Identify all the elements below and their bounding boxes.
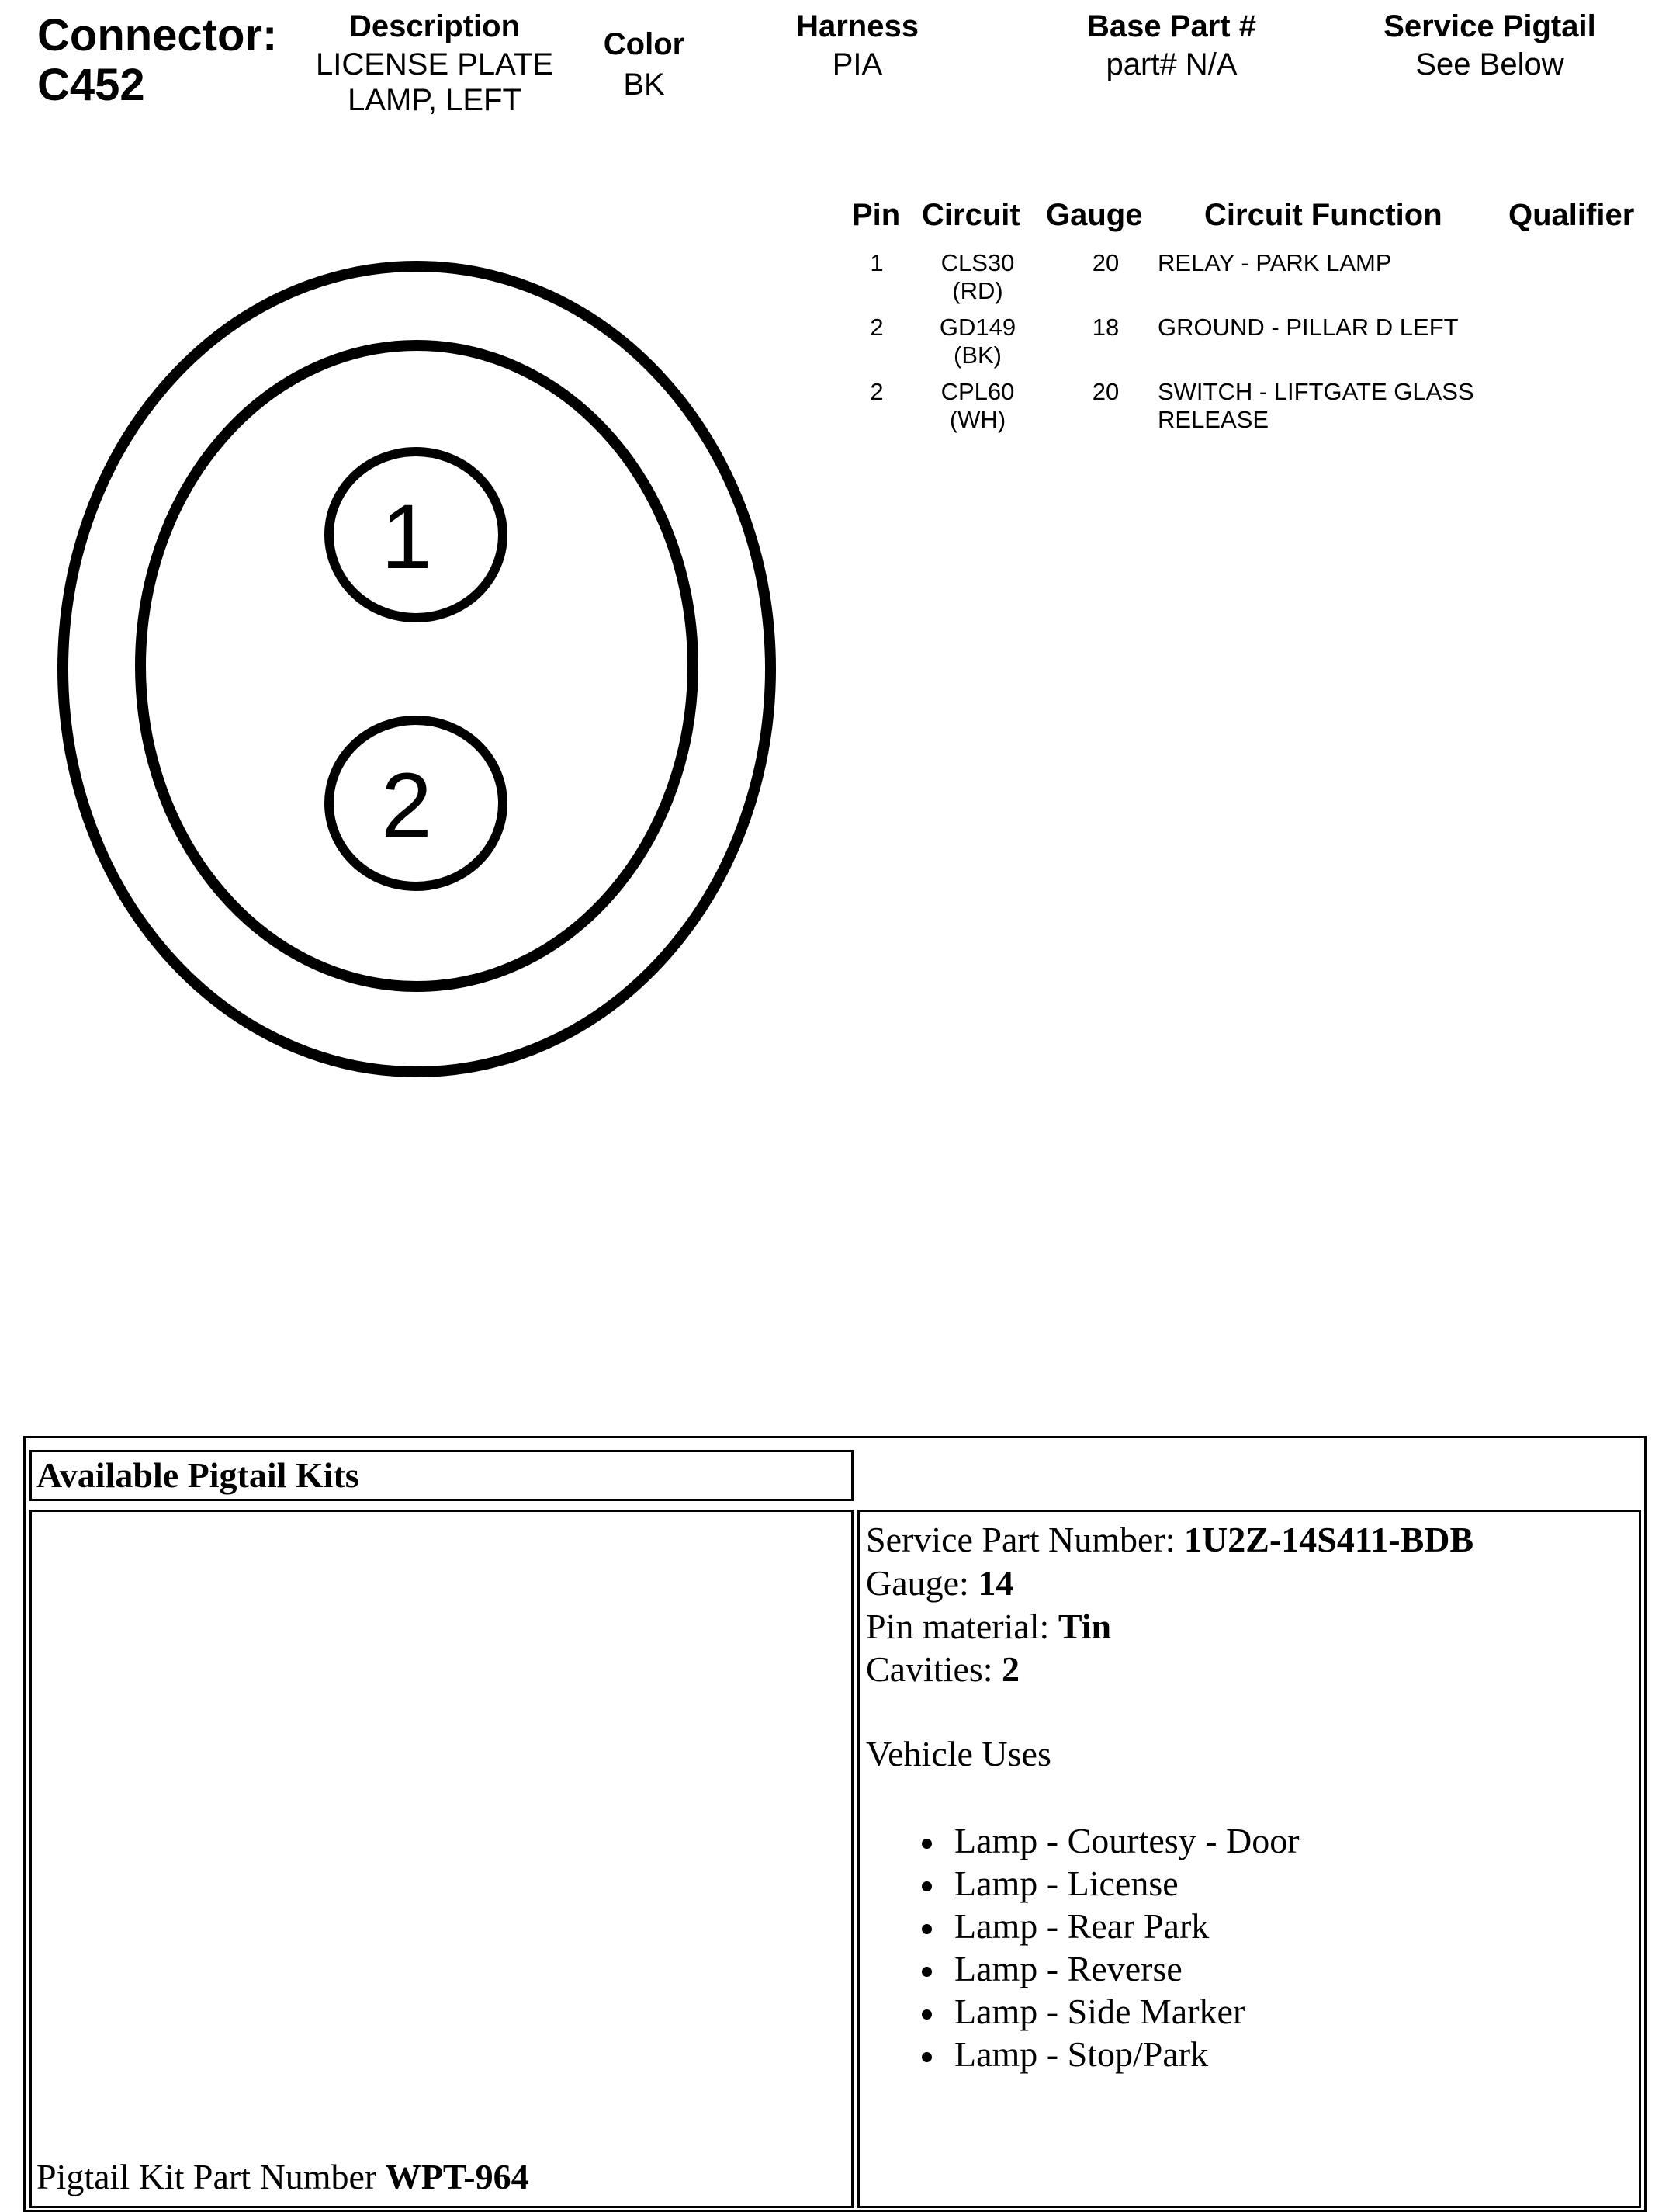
wire-color: (WH) bbox=[949, 406, 1006, 433]
spec-value: 2 bbox=[1002, 1649, 1020, 1689]
circuit-function-line: SWITCH - LIFTGATE GLASS bbox=[1158, 378, 1474, 405]
description-value-line-1: LICENSE PLATE bbox=[315, 47, 554, 81]
connector-face-diagram bbox=[47, 256, 791, 1094]
header-column-harness bbox=[745, 6, 970, 82]
cavities bbox=[866, 1648, 1020, 1691]
spec-label: Service Part Number: bbox=[866, 1520, 1185, 1559]
pin-material bbox=[866, 1605, 1111, 1649]
circuit-function-header: Circuit Function bbox=[1204, 198, 1442, 232]
base-part-value: part# N/A bbox=[1106, 47, 1238, 81]
pin-number: 2 bbox=[870, 378, 884, 405]
qualifier-header: Qualifier bbox=[1508, 198, 1635, 232]
vehicle-uses-heading: Vehicle Uses bbox=[866, 1734, 1051, 1773]
header-column-service-pigtail bbox=[1350, 6, 1629, 82]
spec-value: Tin bbox=[1058, 1607, 1112, 1646]
connector-label: Connector: bbox=[37, 10, 278, 61]
service-pigtail-value: See Below bbox=[1415, 47, 1564, 81]
pigtail-kit-part-number bbox=[36, 2156, 529, 2198]
kit-number-label: Pigtail Kit Part Number bbox=[36, 2157, 386, 2196]
color-value: BK bbox=[623, 68, 665, 102]
pin-number: 2 bbox=[870, 314, 884, 341]
wire-color: (BK) bbox=[954, 342, 1002, 369]
table-row bbox=[846, 378, 1668, 443]
harness-heading: Harness bbox=[796, 9, 919, 43]
service-part-number bbox=[866, 1518, 1473, 1562]
pigtail-kits-title: Available Pigtail Kits bbox=[29, 1450, 854, 1501]
service-pigtail-heading: Service Pigtail bbox=[1383, 9, 1596, 43]
spec-label: Pin material: bbox=[866, 1607, 1058, 1646]
header-column-color bbox=[574, 22, 714, 102]
color-heading: Color bbox=[603, 27, 685, 61]
vehicle-uses-list bbox=[922, 1819, 1300, 2075]
gauge-value: 20 bbox=[1092, 378, 1120, 405]
pigtail-gauge bbox=[866, 1562, 1013, 1605]
connector-title bbox=[37, 11, 277, 110]
list-item: Lamp - Reverse bbox=[922, 1947, 1300, 1990]
description-value-line-2: LAMP, LEFT bbox=[348, 83, 521, 117]
circuit-cell bbox=[916, 378, 1040, 434]
circuit-cell bbox=[916, 249, 1040, 305]
table-row bbox=[846, 249, 1668, 314]
header-column-description bbox=[295, 6, 574, 118]
circuit-function bbox=[1158, 249, 1530, 277]
list-item: Lamp - Side Marker bbox=[922, 1990, 1300, 2033]
list-item: Lamp - Rear Park bbox=[922, 1905, 1300, 1947]
spec-label: Gauge: bbox=[866, 1563, 978, 1603]
list-item: Lamp - Stop/Park bbox=[922, 2033, 1300, 2075]
pin-label-1: 1 bbox=[381, 486, 432, 588]
kit-number-value: WPT-964 bbox=[385, 2157, 529, 2196]
circuit-id: CLS30 bbox=[940, 249, 1015, 276]
spec-value: 14 bbox=[978, 1563, 1014, 1603]
connector-outer-shell bbox=[63, 266, 770, 1072]
pigtail-image-cell bbox=[29, 1510, 854, 2208]
circuit-id: CPL60 bbox=[940, 378, 1015, 405]
circuit-function-line: RELAY - PARK LAMP bbox=[1158, 249, 1392, 276]
spec-label: Cavities: bbox=[866, 1649, 1002, 1689]
circuit-function bbox=[1158, 314, 1530, 342]
connector-header bbox=[0, 0, 1676, 155]
pin-number: 1 bbox=[870, 249, 884, 276]
circuit-header: Circuit bbox=[922, 198, 1020, 232]
circuit-function-line: GROUND - PILLAR D LEFT bbox=[1158, 314, 1459, 341]
wire-color: (RD) bbox=[952, 277, 1003, 304]
harness-value: PIA bbox=[832, 47, 883, 81]
gauge-value: 18 bbox=[1092, 314, 1120, 341]
base-part-heading: Base Part # bbox=[1087, 9, 1256, 43]
circuit-function bbox=[1158, 378, 1530, 434]
pigtail-details-cell bbox=[857, 1510, 1641, 2208]
circuit-cell bbox=[916, 314, 1040, 369]
pin-label-2: 2 bbox=[381, 754, 432, 857]
table-row bbox=[846, 314, 1668, 379]
pin-header: Pin bbox=[852, 198, 901, 232]
list-item: Lamp - License bbox=[922, 1862, 1300, 1905]
description-heading: Description bbox=[348, 9, 521, 43]
circuit-function-line: RELEASE bbox=[1158, 406, 1269, 433]
list-item: Lamp - Courtesy - Door bbox=[922, 1819, 1300, 1862]
connector-id: C452 bbox=[37, 60, 145, 110]
gauge-header: Gauge bbox=[1046, 198, 1143, 232]
gauge-value: 20 bbox=[1092, 249, 1120, 276]
header-column-base-part bbox=[1040, 6, 1304, 82]
circuit-id: GD149 bbox=[939, 314, 1016, 341]
spec-value: 1U2Z-14S411-BDB bbox=[1184, 1520, 1474, 1559]
